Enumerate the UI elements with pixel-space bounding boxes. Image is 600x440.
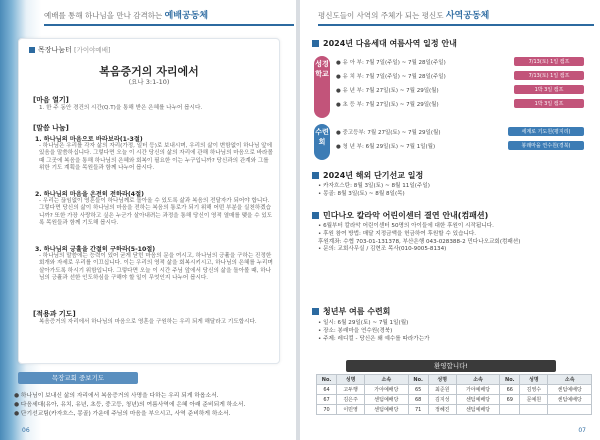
schedule-tag: 7/13(토) 1일 캠프 xyxy=(514,57,584,66)
page-number: 07 xyxy=(578,427,586,434)
card-tag: 목장나눔터 xyxy=(38,46,72,54)
list-item: ● 다음세대(유아, 유치, 유년, 초등, 중고등, 청년)의 여름사역에 은혜 아래 준비되게 하소서. xyxy=(14,402,246,408)
youth-retreat-list xyxy=(318,320,588,343)
page-number: 06 xyxy=(22,427,30,434)
list-item: • 6월부터 칼라악 어린이센터 50명의 아이들에 대한 후원이 시작됩니다. xyxy=(318,223,494,229)
list-item: • 문의: 교회사무실 / 김현조 목사(010-9005-8134) xyxy=(318,246,447,253)
schedule-tag: 세계로 기도원(평지리) xyxy=(508,127,584,136)
square-icon xyxy=(312,172,319,179)
subsection-text: - 우리는 끊임없이 영혼들이 하나님께로 돌아올 수 있도록 삶과 복음의 전달자가 되어야 합니다. 그렇다면 당신의 삶이 하나님의 마음을 전하는 복음의 통로가 되기 위해 어떤 부분을 실천하겠습니까? 또한 가장 사랑하고 싶은 누군가 살아내려는 과정을 통해 당신이 영적 열매를 맺을 수 있도록 목원들과 함께 기도해 봅시다. xyxy=(39,198,273,227)
table-cell: 65 xyxy=(408,385,428,395)
table-cell xyxy=(500,405,520,415)
schedule-tag: 7/13(토) 1일 캠프 xyxy=(514,71,584,80)
application-heading: [적용과 기도] xyxy=(33,310,76,318)
column-header: 소속 xyxy=(456,375,500,385)
table-cell: 센텀예배당 xyxy=(548,385,592,395)
schedule-line: ● 초 등 부: 7월 27일(토) ~ 7월 29일(월) xyxy=(336,102,439,108)
table-cell: 68 xyxy=(408,395,428,405)
table-header-row xyxy=(317,375,592,385)
schedule-tag: 봉래마을 연수원(경북) xyxy=(508,141,584,150)
application-text: 복음증거의 자리에서 하나님의 마음으로 영혼을 구원하는 우리 되게 해달라고 기도합시다. xyxy=(39,319,257,325)
schedule-line: ● 유 치 부: 7월 7일(주일) ~ 7월 28일(주일) xyxy=(336,74,446,80)
square-icon xyxy=(312,40,319,47)
subsection-text: - 하나님은 우리를 각자 삶의 자리(가정, 일터 등)로 보내시며, 우리의 삶이 변함없이 하나님 앞에 있음을 말씀하십니다. 그렇다면 오늘 이 시간 당신의 삶의 자리에 관해 하나님의 마음으로 바라볼 때 그곳에 복음을 통해 하나님의 은혜와 회복이 필요한 이는 누구입니까? 당신과의 관계와 그를 위한 기도 계획을 목원들과 함께 나누어 봅시다. xyxy=(39,143,273,172)
square-icon xyxy=(312,308,319,315)
column-header: 성명 xyxy=(520,375,548,385)
left-header xyxy=(0,0,296,30)
bible-school-badge: 성경학교 xyxy=(314,56,330,118)
right-header-prefix: 평신도들이 사역의 주체가 되는 평신도 xyxy=(318,11,444,20)
table-cell: 71 xyxy=(408,405,428,415)
prayer-list xyxy=(14,392,284,419)
table-cell xyxy=(548,405,592,415)
right-header-title: 사역공동체 xyxy=(445,11,490,21)
missions-list xyxy=(318,183,588,199)
schedule-tag: 1박 3일 캠프 xyxy=(514,85,584,94)
missions-title: 2024년 해외 단기선교 일정 xyxy=(312,170,423,181)
right-header-rule xyxy=(318,24,594,26)
column-header: No. xyxy=(500,375,520,385)
left-header-prefix: 예배를 통해 하나님을 만나 감격하는 xyxy=(44,11,163,20)
welcome-banner: 환영합니다! xyxy=(346,360,556,372)
retreat-badge: 수련회 xyxy=(314,124,330,160)
right-page xyxy=(300,0,600,440)
table-row xyxy=(317,395,592,405)
summer-schedule-title: 2024년 다음세대 여름사역 일정 안내 xyxy=(312,38,457,49)
table-cell: 70 xyxy=(317,405,337,415)
list-item: • 장소: 봉래마을 연수원(경북) xyxy=(318,327,393,334)
scripture-reference: (요나 3:1-10) xyxy=(128,78,170,86)
table-cell: 69 xyxy=(500,395,520,405)
left-header-rule xyxy=(44,24,294,26)
table-cell: 센텀예배당 xyxy=(365,405,409,415)
sermon-discussion-card xyxy=(18,38,280,364)
card-tag-sub: [가이야예배] xyxy=(74,46,111,54)
subsection-text: - 하나님의 말씀에는 능력이 있어 굳게 닫힌 마음의 문을 여시고, 하나님의 긍휼을 구하는 진정한 회개와 자세로 우리를 이끄십니다. 이는 우리의 영적 삶을 회복시키시고, 하나님의 은혜를 누리며 살아가도록 하시기 위함입니다. 그렇다면 오늘 이 시간 주님 앞에서 당신의 삶을 돌아볼 때, 하나님의 긍휼과 선한 인도하심을 구해야 할 일이 무엇인지 나누어 봅시다. xyxy=(39,253,273,282)
section-text: 1. 한 주 동안 경건의 시간(Q.T)을 통해 받은 은혜를 나누어 봅시다. xyxy=(39,105,203,111)
table-cell: 센텀예배당 xyxy=(456,405,500,415)
list-item: • 후원 참여 방법: 매달 지정금액을 헌금하여 후원할 수 있습니다. xyxy=(318,230,477,237)
square-icon xyxy=(29,47,35,53)
list-item: • 일시: 6월 29일(토) ~ 7월 1일(월) xyxy=(318,320,409,326)
column-header: 소속 xyxy=(548,375,592,385)
list-item: • 몽골: 8월 3일(토) ~ 8월 8일(목) xyxy=(318,190,405,197)
table-cell: 67 xyxy=(317,395,337,405)
table-cell: 66 xyxy=(500,385,520,395)
column-header: No. xyxy=(317,375,337,385)
sermon-title: 복음증거의 자리에서 xyxy=(99,65,199,78)
compassion-title: 민다나오 칼라악 어린이센터 결연 안내(컴패션) xyxy=(312,210,488,221)
list-item: • 카자흐스탄: 8월 3일(토) ~ 8월 11일(주일) xyxy=(318,183,430,189)
table-cell: 문예원 xyxy=(520,395,548,405)
youth-retreat-title: 청년부 여름 수련회 xyxy=(312,306,390,317)
column-header: 성명 xyxy=(337,375,365,385)
section-heading: [마음 열기] xyxy=(33,96,69,104)
square-icon xyxy=(312,212,319,219)
table-cell: 센텀예배당 xyxy=(548,395,592,405)
table-cell: 김지성 xyxy=(428,395,456,405)
schedule-line: ● 청 년 부: 6월 29일(토) ~ 7월 1일(월) xyxy=(336,144,436,150)
table-cell: 김은주 xyxy=(337,395,365,405)
welcome-table xyxy=(316,374,592,415)
compassion-list xyxy=(318,223,588,254)
list-item: ● 하나님이 보내신 삶의 자리에서 복음증거의 사명을 다하는 우리 되게 하옵소서. xyxy=(14,393,219,399)
left-page xyxy=(0,0,296,440)
list-item: ● 단기선교팀(카자흐스, 몽골) 가운데 주님의 마음을 부으시고, 사역 준비하게 하소서. xyxy=(14,411,231,417)
table-cell: 가야예배당 xyxy=(365,385,409,395)
section-heading: [말씀 나눔] xyxy=(33,124,69,132)
prayer-band: 목장교회 중보기도 xyxy=(18,372,138,384)
table-cell: 센텀예배당 xyxy=(456,395,500,405)
column-header: No. xyxy=(408,375,428,385)
left-header-title: 예배공동체 xyxy=(164,11,209,21)
table-cell: 고두행 xyxy=(337,385,365,395)
table-cell: 센텀예배당 xyxy=(365,395,409,405)
subsection-heading: 1. 하나님의 마음으로 바라보라(1-3절) xyxy=(35,136,143,143)
table-cell xyxy=(520,405,548,415)
subsection-heading: 3. 하나님의 긍휼을 간절히 구하라(5-10절) xyxy=(35,246,156,253)
subsection-heading: 2. 하나님의 마음을 온전히 전하라(4절) xyxy=(35,191,144,198)
table-cell: 64 xyxy=(317,385,337,395)
schedule-line: ● 유 년 부: 7월 27일(토) ~ 7월 29일(월) xyxy=(336,88,439,94)
table-cell: 이민영 xyxy=(337,405,365,415)
schedule-line: ● 유 아 부: 7월 7일(주일) ~ 7월 28일(주일) xyxy=(336,60,446,66)
table-cell: 가야예배당 xyxy=(456,385,500,395)
schedule-line: ● 중고등부: 7월 27일(토) ~ 7월 29일(월) xyxy=(336,130,441,136)
table-cell: 김영수 xyxy=(520,385,548,395)
table-cell: 최준원 xyxy=(428,385,456,395)
list-item: • 주제: 레디컬 - 당신은 왜 예수를 따라가는가 xyxy=(318,335,430,342)
table-cell: 정혜진 xyxy=(428,405,456,415)
column-header: 소속 xyxy=(365,375,409,385)
table-row xyxy=(317,405,592,415)
list-item: 후원계좌: 수협 703-01-131378, 부산은행 043-028388-2 민다나오교회(컴패션) xyxy=(318,238,521,245)
schedule-tag: 1박 3일 캠프 xyxy=(514,99,584,108)
table-row xyxy=(317,385,592,395)
right-header xyxy=(300,0,600,30)
column-header: 성명 xyxy=(428,375,456,385)
